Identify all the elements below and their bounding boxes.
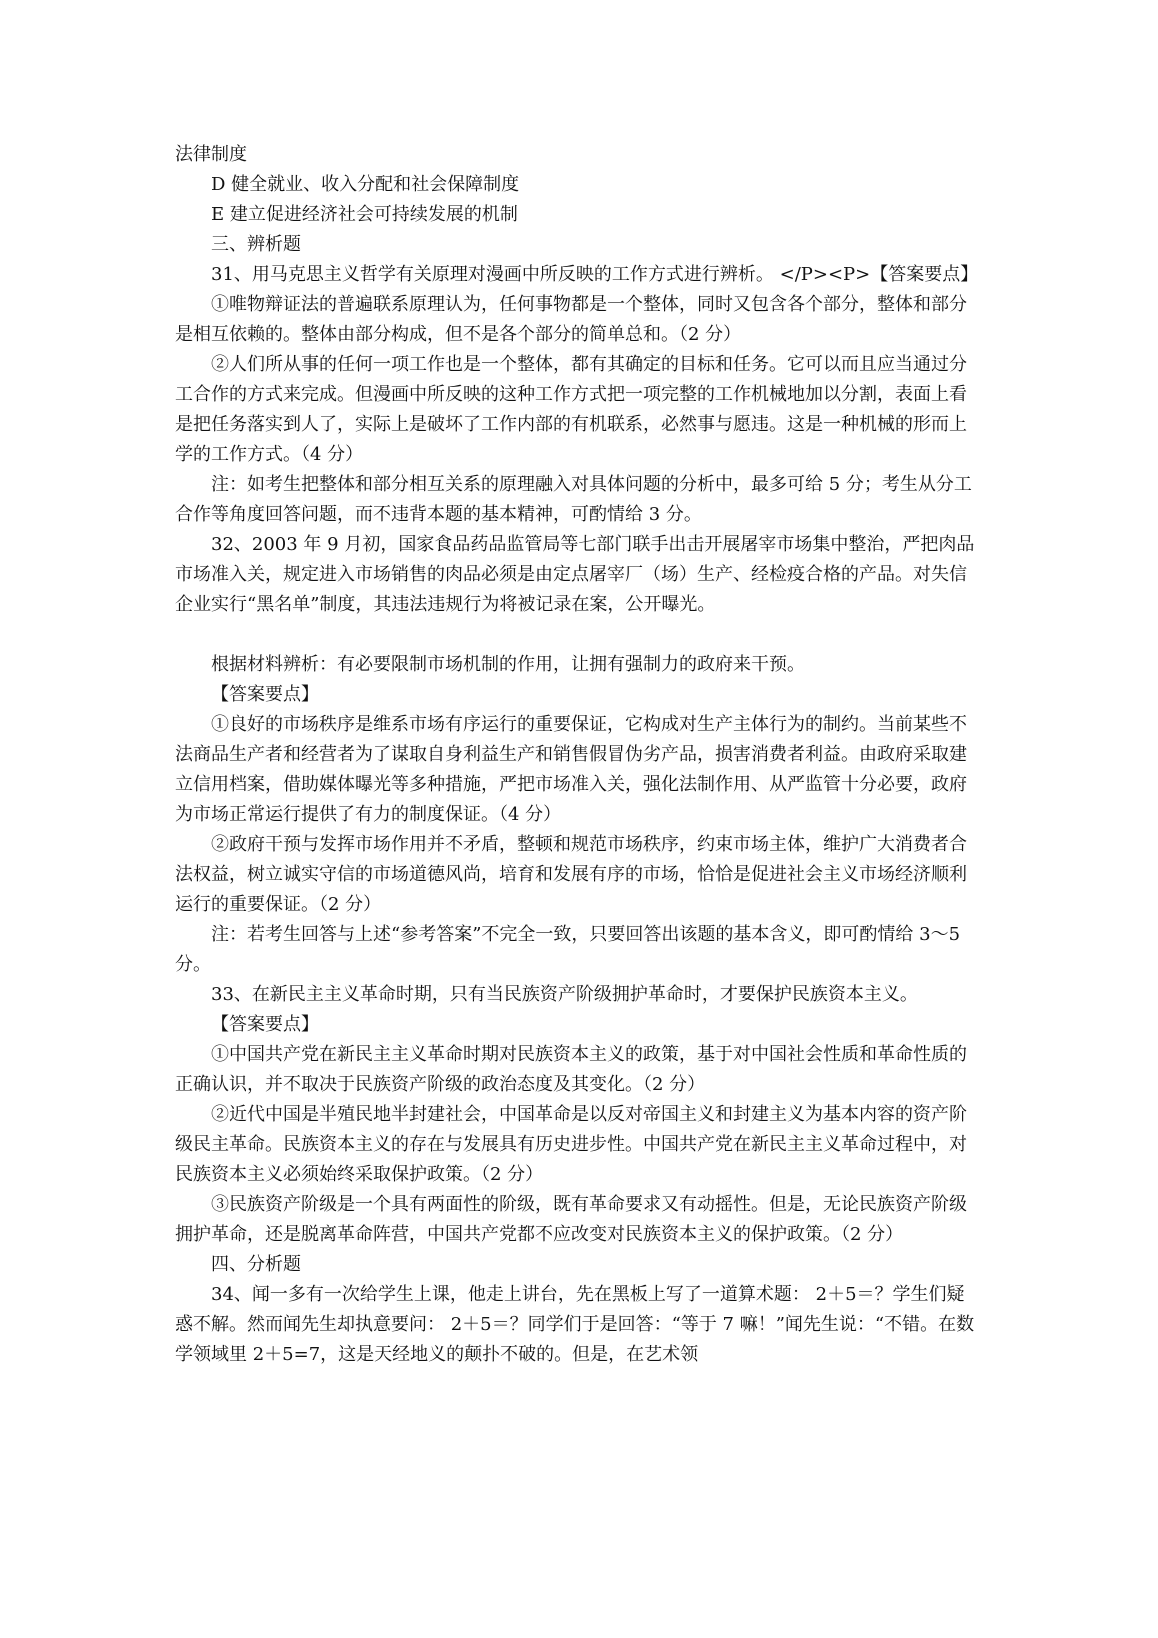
- answer-point: ①唯物辩证法的普遍联系原理认为，任何事物都是一个整体，同时又包含各个部分，整体和部分是相互依赖的。整体由部分构成，但不是各个部分的简单总和。（2 分）: [175, 294, 967, 345]
- document-body: [175, 140, 979, 1370]
- answer-heading: 【答案要点】: [211, 1014, 319, 1035]
- section-heading: 四、分析题: [211, 1254, 301, 1275]
- answer-point: ③民族资产阶级是一个具有两面性的阶级，既有革命要求又有动摇性。但是，无论民族资产阶级拥护革命，还是脱离革命阵营，中国共产党都不应改变对民族资本主义的保护政策。（2 分）: [175, 1194, 967, 1245]
- answer-point: ①中国共产党在新民主主义革命时期对民族资本主义的政策，基于对中国社会性质和革命性质的正确认识，并不取决于民族资产阶级的政治态度及其变化。（2 分）: [175, 1044, 967, 1095]
- question-33: 33、在新民主主义革命时期，只有当民族资产阶级拥护革命时，才要保护民族资本主义。: [211, 984, 918, 1005]
- answer-heading: 【答案要点】: [211, 684, 319, 705]
- question-32: 32、2003 年 9 月初，国家食品药品监管局等七部门联手出击开展屠宰市场集中整治，严把肉品市场准入关，规定进入市场销售的肉品必须是由定点屠宰厂（场）生产、经检疫合格的产品。对失信企业实行“黑名单”制度，其违法违规行为将被记录在案，公开曝光。: [175, 534, 975, 615]
- text-line: 法律制度: [175, 144, 247, 165]
- note: 注：若考生回答与上述“参考答案”不完全一致，只要回答出该题的基本含义，即可酌情给 3～5 分。: [175, 924, 961, 975]
- section-heading: 三、辨析题: [211, 234, 301, 255]
- question-31: 31、用马克思主义哲学有关原理对漫画中所反映的工作方式进行辨析。 </P><P>【答案要点】: [211, 264, 979, 285]
- note: 注：如考生把整体和部分相互关系的原理融入对具体问题的分析中，最多可给 5 分；考生从分工合作等角度回答问题，而不违背本题的基本精神，可酌情给 3 分。: [175, 474, 972, 525]
- text-line: E 建立促进经济社会可持续发展的机制: [211, 204, 518, 225]
- answer-point: ②人们所从事的任何一项工作也是一个整体，都有其确定的目标和任务。它可以而且应当通过分工合作的方式来完成。但漫画中所反映的这种工作方式把一项完整的工作机械地加以分割，表面上看是把任务落实到人了，实际上是破坏了工作内部的有机联系，必然事与愿违。这是一种机械的形而上学的工作方式。（4 分）: [175, 354, 967, 465]
- text-line: D 健全就业、收入分配和社会保障制度: [211, 174, 520, 195]
- answer-point: ②政府干预与发挥市场作用并不矛盾，整顿和规范市场秩序，约束市场主体，维护广大消费者合法权益，树立诚实守信的市场道德风尚，培育和发展有序的市场，恰恰是促进社会主义市场经济顺利运行的重要保证。（2 分）: [175, 834, 967, 915]
- answer-point: ①良好的市场秩序是维系市场有序运行的重要保证，它构成对生产主体行为的制约。当前某些不法商品生产者和经营者为了谋取自身利益生产和销售假冒伪劣产品，损害消费者利益。由政府采取建立信用档案，借助媒体曝光等多种措施，严把市场准入关，强化法制作用、从严监管十分必要，政府为市场正常运行提供了有力的制度保证。（4 分）: [175, 714, 967, 825]
- answer-point: ②近代中国是半殖民地半封建社会，中国革命是以反对帝国主义和封建主义为基本内容的资产阶级民主革命。民族资本主义的存在与发展具有历史进步性。中国共产党在新民主主义革命过程中，对民族资本主义必须始终采取保护政策。（2 分）: [175, 1104, 967, 1185]
- question-34: 34、闻一多有一次给学生上课，他走上讲台，先在黑板上写了一道算术题： 2＋5＝？学生们疑惑不解。然而闻先生却执意要问： 2＋5＝？同学们于是回答：“等于 7 嘛！”闻先生说：“不错。在数学领域里 2＋5=7，这是天经地义的颠扑不破的。但是，在艺术领: [175, 1284, 975, 1365]
- prompt: 根据材料辨析：有必要限制市场机制的作用，让拥有强制力的政府来干预。: [211, 654, 805, 675]
